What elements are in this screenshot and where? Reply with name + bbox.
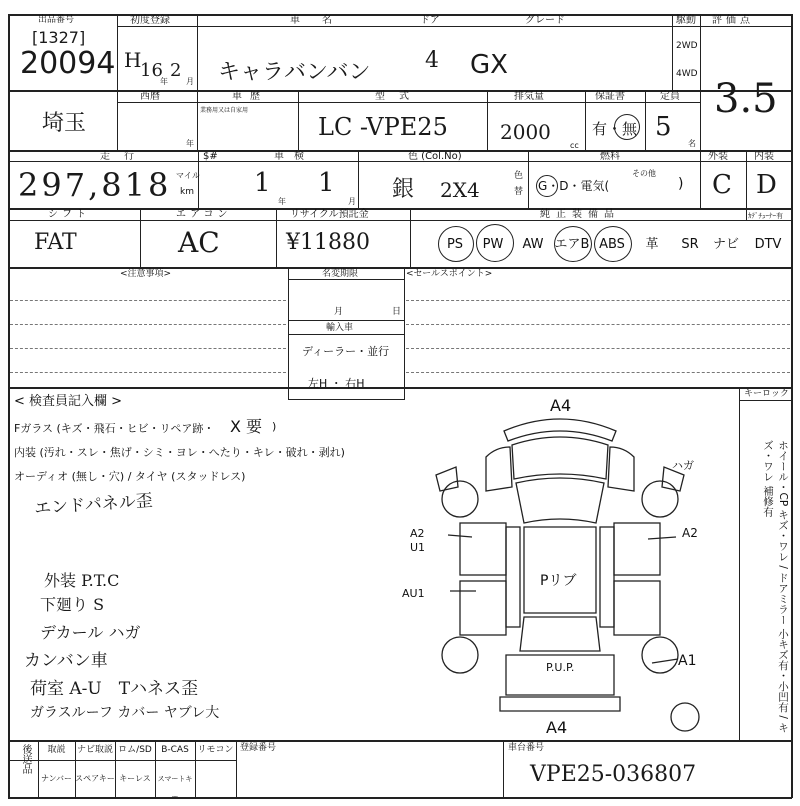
mileage-label: 走行 — [100, 151, 148, 162]
first-reg-year: 16 — [140, 60, 163, 81]
equip-pw-circle — [476, 224, 514, 262]
ac: AC — [178, 226, 220, 259]
diagram-left-au1: AU1 — [402, 587, 425, 600]
fuel-other: その他 — [632, 169, 656, 178]
handle-side: 左H ・ 右H — [308, 377, 365, 390]
diagram-top-mark: A4 — [550, 396, 572, 415]
fuel-label: 燃料 — [600, 151, 620, 162]
car-name-label: 車名 — [290, 15, 354, 26]
footer-bcas: B-CAS — [161, 745, 189, 755]
footer-navi-manual: ナビ取説 — [76, 745, 113, 755]
footer-spare-key: スペアキー — [75, 774, 115, 783]
first-reg-label: 初度登録 — [130, 15, 170, 26]
diagram-right-a2: A2 — [682, 526, 698, 540]
equip-ps: PS — [446, 237, 464, 252]
handwritten-note-5: カンバン車 — [24, 651, 108, 671]
recycle-label: リサイクル預託金 — [290, 209, 369, 220]
sales-point-label: <セールスポイント> — [406, 269, 493, 279]
caution-label: <注意事項> — [120, 269, 172, 279]
diagram-left-a2: A2 — [410, 527, 425, 540]
equip-abs: ABS — [599, 237, 625, 252]
month-suffix: 月 — [186, 77, 194, 86]
footer-manual: 取説 — [47, 745, 66, 755]
diagram-rear-note: P.U.P. — [546, 661, 575, 674]
color-change-1: 色 — [514, 171, 524, 181]
capacity-unit: 名 — [688, 139, 696, 148]
car-name: キャラバンバン — [218, 60, 371, 85]
capacity-label: 定員 — [660, 91, 680, 102]
inspection-month-suffix: 月 — [348, 197, 356, 206]
history-year-suffix: 年 — [186, 139, 194, 148]
chassis-number: VPE25-036807 — [530, 762, 697, 787]
glass-line: Fガラス (キズ・飛石・ヒビ・リペア跡・ — [14, 422, 215, 435]
model-code: LC -VPE25 — [318, 113, 448, 141]
exterior-grade: C — [712, 170, 732, 200]
interior-condition-line: 内装 (汚れ・スレ・焦げ・シミ・ヨレ・へたり・キレ・破れ・剥れ) — [14, 446, 345, 459]
history-label: 車歴 — [232, 91, 268, 102]
color-label: 色 (Col.No) — [408, 151, 462, 162]
history-note: 業務用又は自家用 — [200, 107, 249, 114]
mileage: 297,818 — [18, 166, 172, 204]
footer-smart-key: スマートキー — [157, 775, 193, 801]
equip-aw: AW — [522, 237, 544, 252]
diagram-hood-note: ハガ — [672, 459, 694, 472]
handwritten-note-4: デカール ハガ — [40, 623, 141, 642]
mileage-sharp: $# — [203, 151, 218, 162]
displacement: 2000 — [500, 120, 551, 144]
handwritten-note-6: 荷室 A-U Tハネス歪 — [30, 679, 199, 699]
handwritten-note-7: ガラスルーフ カバー ヤブレ大 — [30, 705, 220, 721]
model-label: 型式 — [375, 91, 423, 102]
year-suffix: 年 — [160, 77, 168, 86]
drive-label: 駆動 — [676, 15, 696, 26]
lot-number: 20094 — [20, 46, 116, 81]
mileage-unit-mile: マイル — [176, 171, 200, 180]
capacity: 5 — [655, 112, 672, 142]
name-change-label: 名変期限 — [322, 269, 359, 279]
registration-label: 登録番号 — [240, 743, 277, 753]
recycle-fee: ¥11880 — [286, 230, 370, 255]
inspection-label: 車検 — [274, 151, 314, 162]
shift-label: シフト — [48, 209, 90, 220]
handwritten-note-1: エンドパネル歪 — [33, 490, 154, 520]
first-reg-era: H — [124, 48, 142, 72]
footer-rom-sd: ロム/SD — [118, 745, 152, 755]
interior-label: 内装 — [754, 151, 774, 162]
evaluation-score: 3.5 — [714, 76, 778, 122]
equip-dtv: DTV — [754, 237, 782, 252]
color-change-2: 替 — [514, 187, 524, 197]
displacement-label: 排気量 — [514, 91, 544, 102]
chassis-label: 車台番号 — [508, 743, 545, 753]
warranty-status: 有・無 — [592, 120, 638, 138]
warranty-circle — [614, 114, 640, 140]
equip-airbag-circle — [554, 226, 592, 262]
equip-leather: 革 — [645, 237, 659, 252]
lot-label: 出品番号 — [38, 15, 75, 25]
western-year-label: 西暦 — [140, 91, 160, 102]
diagram-left-u1: U1 — [410, 541, 426, 554]
door-label: ドア — [420, 15, 440, 26]
inspector-title: < 検査員記入欄 > — [14, 394, 123, 409]
import-label: 輸入車 — [326, 323, 354, 333]
diagram-bottom-mark: A4 — [546, 718, 568, 737]
drive-4wd: 4WD — [676, 69, 698, 79]
shift: FAT — [34, 230, 77, 255]
handwritten-note-2: 外装 P.T.C — [44, 571, 120, 590]
equip-pw: PW — [482, 237, 504, 252]
name-change-day: 日 — [392, 307, 402, 317]
score-label: 評価点 — [712, 15, 754, 26]
color-number: 2X4 — [440, 178, 480, 202]
footer-keyless: キーレス — [119, 774, 151, 783]
key-lock-label: キーロック — [744, 389, 789, 399]
equip-airbag: エアB — [554, 237, 590, 252]
glass-close: ) — [272, 420, 277, 433]
inspection-month: 1 — [318, 168, 335, 198]
footer-number-plate: ナンバー — [40, 774, 73, 783]
diagram-right-a1: A1 — [678, 653, 697, 669]
equipment-label: 純正装備品 — [540, 209, 620, 220]
equip-sunroof: SR — [681, 237, 699, 252]
equip-abs-circle — [594, 226, 632, 262]
mileage-unit-km: km — [180, 187, 194, 197]
fuel-gasoline-circle — [536, 175, 558, 197]
diagram-side-note: Pリブ — [540, 573, 577, 589]
first-reg-month: 2 — [170, 60, 182, 81]
tuner-label: ｶﾃﾞﾁｭｰﾅｰ有 — [748, 212, 783, 220]
inspection-year: 1 — [254, 168, 271, 198]
audio-tire-line: オーディオ (無し・穴) / タイヤ (スタッドレス) — [14, 470, 246, 483]
grade: GX — [470, 50, 508, 80]
lot-bracket: [1327] — [32, 28, 86, 47]
equip-navi: ナビ — [712, 237, 739, 252]
fuel-options: G・D・電気( — [538, 179, 610, 193]
glass-mark: X 要 — [230, 417, 263, 436]
exterior-label: 外装 — [708, 151, 728, 162]
drive-2wd: 2WD — [676, 41, 698, 51]
dealer-parallel: ディーラー・並行 — [302, 345, 390, 358]
wheel-mirror-notes: ホイール・CP キズ・ワレ / ドアミラー 小キズ有・小凹有 / キズ・ワレ 補修有 — [762, 440, 789, 733]
interior-grade: D — [756, 170, 777, 200]
equip-ps-circle — [438, 226, 474, 262]
color: 銀 — [392, 177, 415, 202]
name-change-month: 月 — [334, 307, 344, 317]
footer-remote: リモコン — [197, 745, 234, 755]
grade-label: グレード — [525, 15, 565, 26]
cc-unit: cc — [570, 141, 579, 150]
fuel-close: ) — [678, 176, 684, 192]
inspection-year-suffix: 年 — [278, 197, 286, 206]
car-damage-diagram — [400, 395, 735, 740]
door-count: 4 — [425, 48, 439, 73]
handwritten-note-3: 下廻り S — [40, 595, 105, 614]
region: 埼玉 — [42, 111, 87, 136]
ac-label: エアコン — [176, 209, 232, 220]
footer-label-col: 後送品 — [20, 744, 31, 774]
warranty-label: 保証書 — [595, 91, 625, 102]
